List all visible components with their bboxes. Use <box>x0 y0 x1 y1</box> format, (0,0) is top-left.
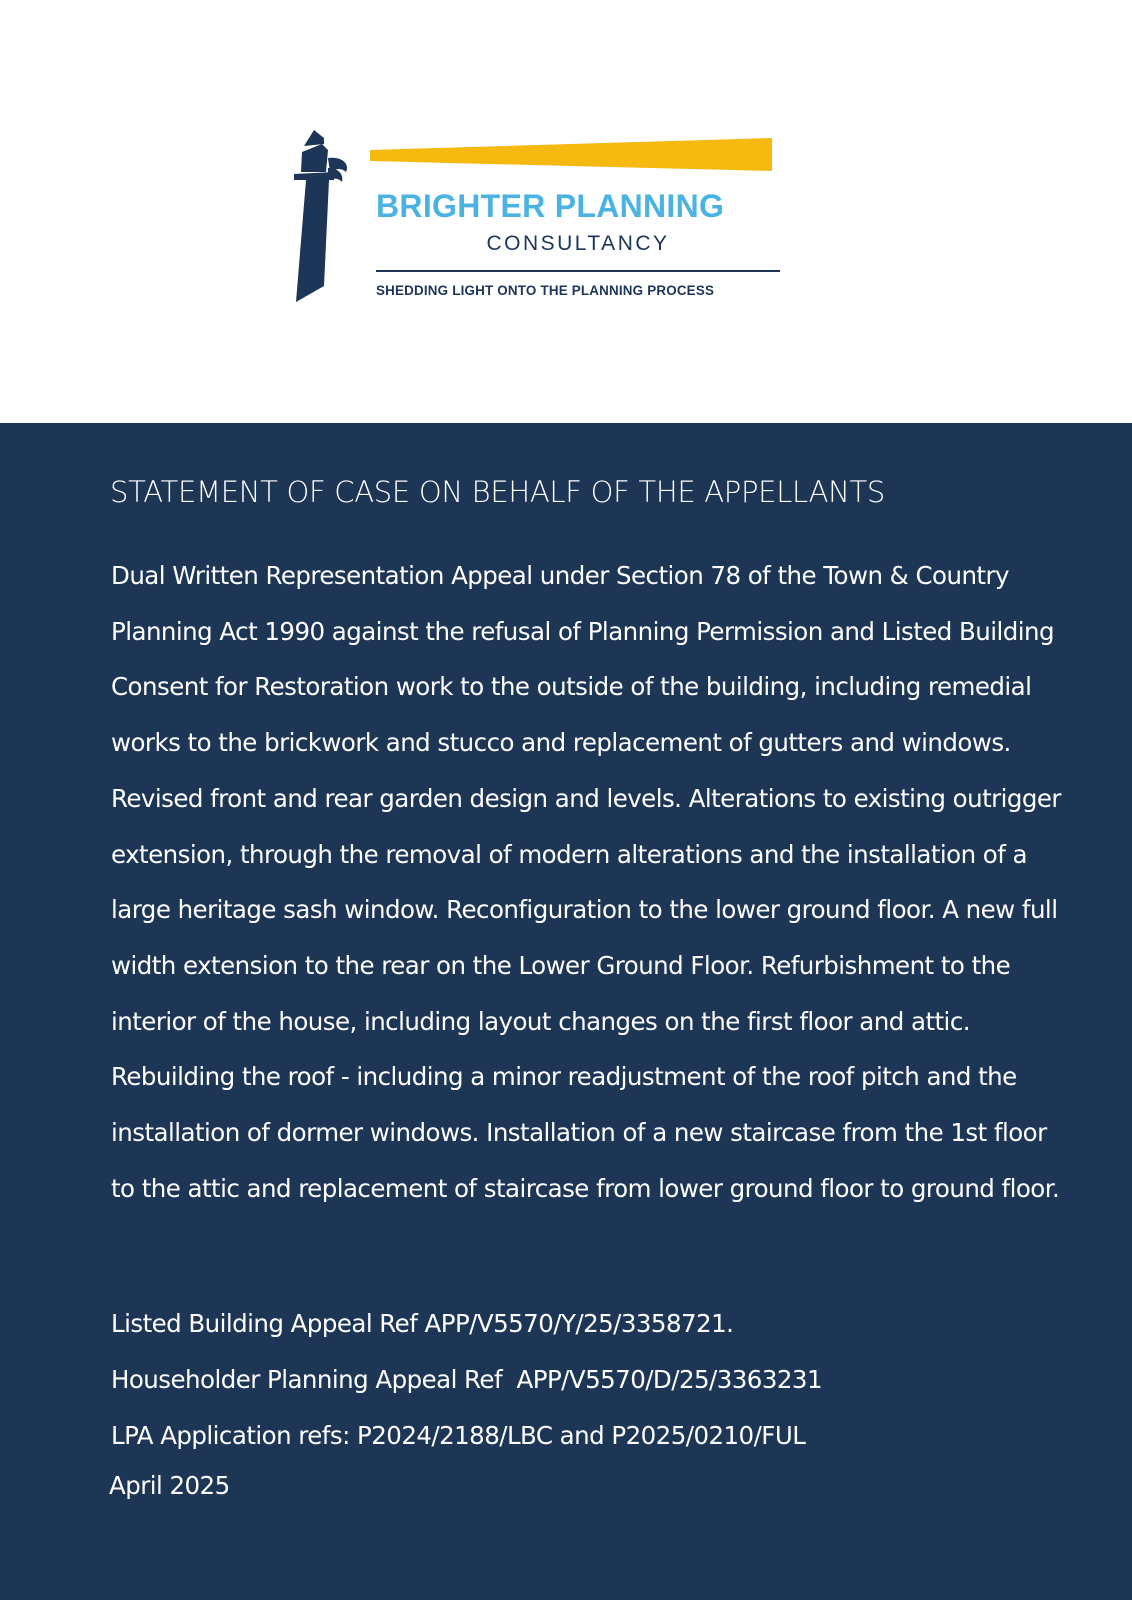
company-logo <box>292 128 792 308</box>
logo-name-secondary: CONSULTANCY <box>486 232 670 255</box>
appeal-description: Dual Written Representation Appeal under Section 78 of the Town & Country Planning Act 1990 against the refusal of Planning Permission and Listed Building Consent for Restoration work to the outside of the building, including remedial works to the brickwork and stucco and replacement of gutters and windows. Revised front and rear garden design and levels. Alterations to existing outrigger extension, through the removal of modern alterations and the installation of a large heritage sash window. Reconfiguration to the lower ground floor. A new full width extension to the rear on the Lower Ground Floor. Refurbishment to the interior of the house, including layout changes on the first floor and attic. Rebuilding the roof - including a minor readjustment of the roof pitch and the installation of dormer windows. Installation of a new staircase from the 1st floor to the attic and replacement of staircase from lower ground floor to ground floor. <box>111 561 1061 1203</box>
lighthouse-icon <box>294 130 347 302</box>
document-title: STATEMENT OF CASE ON BEHALF OF THE APPELLANTS <box>110 475 886 509</box>
light-beam-icon <box>370 138 772 171</box>
householder-appeal-ref: Householder Planning Appeal Ref APP/V5570/D/25/3363231 <box>111 1365 822 1394</box>
logo-name-primary: BRIGHTER PLANNING <box>376 188 725 224</box>
logo-divider <box>376 270 780 272</box>
cover-panel <box>0 423 1132 1600</box>
lpa-application-refs: LPA Application refs: P2024/2188/LBC and P2025/0210/FUL <box>111 1421 806 1450</box>
listed-building-appeal-ref: Listed Building Appeal Ref APP/V5570/Y/25/3358721. <box>111 1309 734 1338</box>
document-date: April 2025 <box>109 1471 230 1500</box>
appeal-references <box>111 1296 822 1464</box>
logo-tagline: SHEDDING LIGHT ONTO THE PLANNING PROCESS <box>376 283 715 298</box>
